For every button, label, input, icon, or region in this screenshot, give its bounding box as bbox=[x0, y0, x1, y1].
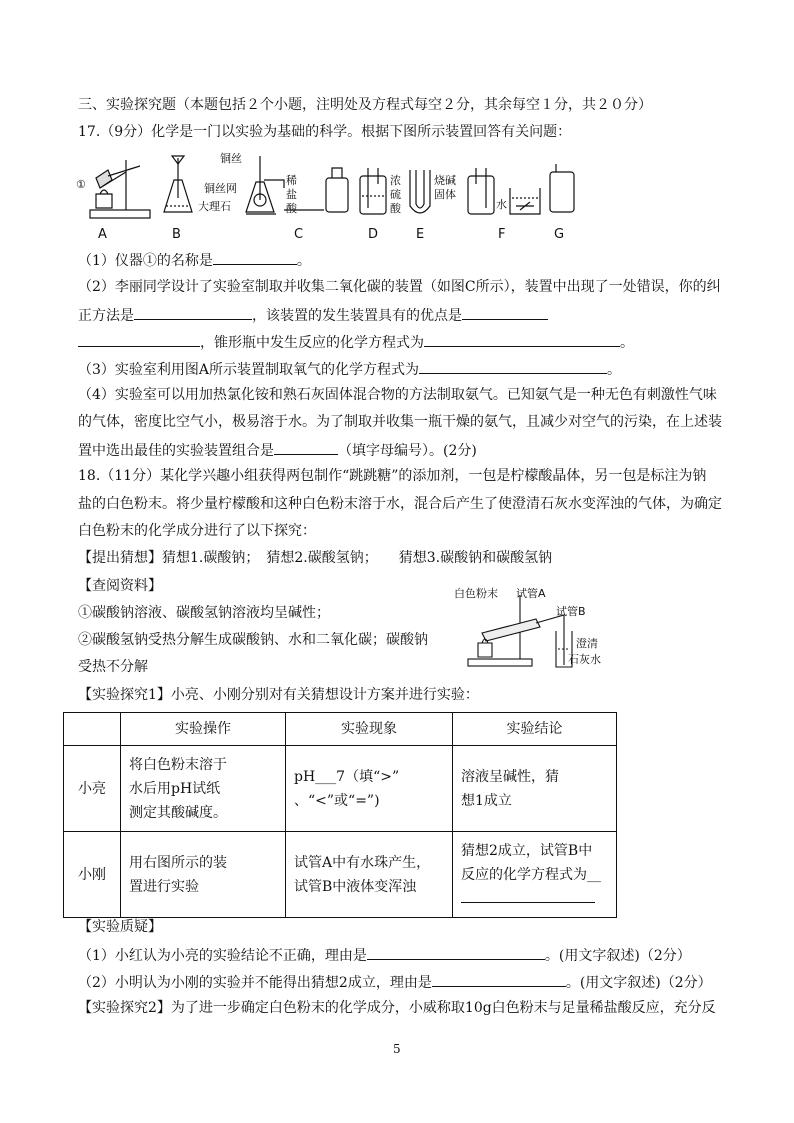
table-header-conclusion: 实验结论 bbox=[453, 713, 617, 746]
letter-g: G bbox=[554, 227, 565, 242]
q17-p2b-text2: ，该装置的发生装置具有的优点是 bbox=[252, 308, 462, 324]
label-soda-lime-2: 固体 bbox=[434, 188, 456, 201]
apparatus-g bbox=[550, 164, 574, 212]
section-title: 三、实验探究题（本题包括２个小题，注明处及方程式每空２分，其余每空１分，共２０分） bbox=[78, 97, 652, 113]
q17-blank-3[interactable] bbox=[462, 304, 548, 320]
q18-info-1: ①碳酸钠溶液、碳酸氢钠溶液均呈碱性； bbox=[78, 605, 330, 621]
q17-p2c-end: 。 bbox=[620, 335, 634, 351]
q17-p3-end: 。 bbox=[607, 362, 622, 378]
q17-p4c-text2: （填字母编号）。(2分) bbox=[338, 443, 477, 459]
q18-heating-figure bbox=[452, 585, 612, 673]
letter-e: E bbox=[416, 227, 425, 242]
label-soda-lime-1: 烧碱 bbox=[434, 174, 456, 187]
row-observation[interactable] bbox=[286, 746, 453, 832]
table-row bbox=[64, 832, 617, 918]
q18-guess: 【提出猜想】猜想1.碳酸钠； 猜想2.碳酸氢钠； 猜想3.碳酸钠和碳酸氢钠 bbox=[78, 550, 553, 566]
q17-blank-2[interactable] bbox=[134, 304, 252, 320]
op-line: 测定其酸碱度。 bbox=[129, 804, 227, 821]
equation-blank[interactable] bbox=[461, 887, 608, 911]
label-hcl-1: 稀 bbox=[286, 174, 297, 187]
q17-p2a: （2）李丽同学设计了实验室制取并收集二氧化碳的装置（如图C所示），装置中出现了一处错误，你的纠 bbox=[78, 279, 721, 295]
q18-explore1: 【实验探究1】小亮、小刚分别对有关猜想设计方案并进行实验： bbox=[78, 687, 479, 703]
q18-blank-d1[interactable] bbox=[367, 944, 545, 960]
apparatus-c bbox=[246, 156, 324, 214]
table-header-blank bbox=[64, 713, 121, 746]
concl-line: 溶液呈碱性，猜 bbox=[461, 768, 559, 785]
page-number: 5 bbox=[393, 1042, 401, 1056]
q17-p3-text: （3）实验室利用图A所示装置制取氧气的化学方程式为 bbox=[78, 362, 420, 378]
label-lime-1: 澄清 bbox=[576, 637, 598, 650]
row-conclusion bbox=[453, 746, 617, 832]
q17-blank-1[interactable] bbox=[213, 249, 297, 265]
label-copper-mesh: 铜丝网 bbox=[204, 182, 237, 195]
concl-line: 反应的化学方程式为__ bbox=[461, 866, 601, 883]
op-line: 置进行实验 bbox=[129, 878, 199, 895]
q17-p2c bbox=[78, 331, 634, 353]
apparatus-e bbox=[410, 170, 430, 213]
q17-p4a: （4）实验室可以用加热氯化铵和熟石灰固体混合物的方法制取氨气。已知氨气是一种无色有刺激性气味 bbox=[78, 387, 717, 403]
letter-d: D bbox=[368, 227, 379, 242]
q17-blank-6[interactable] bbox=[419, 358, 607, 374]
obs-line: 试管A中有水珠产生， bbox=[294, 854, 431, 871]
table-header-row bbox=[64, 713, 617, 746]
table-row bbox=[64, 746, 617, 832]
label-tube-a: 试管A bbox=[516, 587, 546, 600]
letter-a: A bbox=[98, 227, 107, 242]
q18-blank-d2[interactable] bbox=[432, 971, 566, 987]
table-header-observation: 实验现象 bbox=[286, 713, 453, 746]
letter-f: F bbox=[498, 227, 506, 242]
op-line: 用右图所示的装 bbox=[129, 854, 227, 871]
q17-p1-text: （1）仪器①的名称是 bbox=[78, 253, 213, 269]
obs-line: 、“<”或“=”) bbox=[294, 792, 380, 809]
q18-doubt-2 bbox=[78, 971, 712, 993]
q18-line3: 白色粉末的化学成分进行了以下探究： bbox=[78, 523, 316, 539]
q17-blank-5[interactable] bbox=[424, 331, 620, 347]
q18-explore2: 【实验探究2】为了进一步确定白色粉末的化学成分，小威称取10g白色粉末与足量稀盐酸反应，充分反 bbox=[78, 1000, 716, 1016]
apparatus-d bbox=[360, 168, 386, 214]
q18-doubt-title: 【实验质疑】 bbox=[78, 919, 162, 935]
q17-p4b: 的气体，密度比空气小，极易溶于水。为了制取并收集一瓶干燥的氨气，且减少对空气的污染，在上述装 bbox=[78, 414, 722, 430]
label-copper-wire: 铜丝 bbox=[220, 152, 242, 165]
q18-info-2: ②碳酸氢钠受热分解生成碳酸钠、水和二氧化碳；碳酸钠 bbox=[78, 632, 428, 648]
letter-c: C bbox=[294, 227, 304, 242]
label-marble: 大理石 bbox=[198, 200, 231, 213]
q18-info-3: 受热不分解 bbox=[78, 659, 148, 675]
q17-p4c-text1: 置中选出最佳的实验装置组合是 bbox=[78, 443, 274, 459]
q18-line1: 18.（11分）某化学兴趣小组获得两包制作“跳跳糖”的添加剂，一包是柠檬酸晶体，另一包是标注为钠 bbox=[78, 468, 707, 484]
label-circle1: ① bbox=[76, 178, 86, 191]
q17-apparatus-figure bbox=[70, 150, 590, 244]
q18-d2-text: （2）小明认为小刚的实验并不能得出猜想2成立，理由是 bbox=[78, 975, 432, 991]
concl-line: 猜想2成立，试管B中 bbox=[461, 842, 593, 859]
label-hcl-2: 盐 bbox=[286, 188, 297, 201]
q17-intro: 17.（9分）化学是一门以实验为基础的科学。根据下图所示装置回答有关问题： bbox=[78, 124, 572, 140]
label-h2so4-3: 酸 bbox=[390, 202, 401, 215]
concl-line: 想1成立 bbox=[461, 792, 512, 809]
q18-d2-end: 。(用文字叙述)（2分） bbox=[565, 975, 712, 991]
q17-p2c-text: ，锥形瓶中发生反应的化学方程式为 bbox=[200, 335, 424, 351]
obs-line: 试管B中液体变浑浊 bbox=[294, 878, 417, 895]
label-h2so4-2: 硫 bbox=[390, 188, 401, 201]
experiment-table bbox=[63, 712, 617, 918]
label-h2so4-1: 浓 bbox=[390, 174, 401, 187]
q17-blank-7[interactable] bbox=[274, 439, 338, 455]
q17-p2b bbox=[78, 304, 548, 326]
q17-p1-end: 。 bbox=[296, 253, 311, 269]
label-tube-b: 试管B bbox=[556, 605, 586, 618]
q18-doubt-1 bbox=[78, 944, 691, 966]
row-operation bbox=[121, 832, 286, 918]
label-lime-2: 石灰水 bbox=[568, 653, 601, 666]
q17-p2b-text1: 正方法是 bbox=[78, 308, 134, 324]
q17-p4c bbox=[78, 439, 477, 461]
row-observation bbox=[286, 832, 453, 918]
apparatus-a bbox=[90, 160, 150, 218]
q17-blank-4[interactable] bbox=[78, 331, 200, 347]
obs-line: pH___7（填“>” bbox=[294, 768, 400, 785]
q18-d1-end: 。(用文字叙述)（2分） bbox=[544, 948, 691, 964]
label-water: 水 bbox=[496, 198, 507, 211]
row-conclusion[interactable] bbox=[453, 832, 617, 918]
q18-d1-text: （1）小红认为小亮的实验结论不正确，理由是 bbox=[78, 948, 367, 964]
op-line: 将白色粉末溶于 bbox=[129, 756, 227, 773]
q18-line2: 盐的白色粉末。将少量柠檬酸和这种白色粉末溶于水，混合后产生了使澄清石灰水变浑浊的气体，为确定 bbox=[78, 496, 722, 512]
table-header-operation: 实验操作 bbox=[121, 713, 286, 746]
letter-b: B bbox=[172, 227, 181, 242]
q17-p1 bbox=[78, 249, 311, 271]
row-name: 小刚 bbox=[64, 832, 121, 918]
label-white-powder: 白色粉末 bbox=[454, 587, 498, 600]
op-line: 水后用pH试纸 bbox=[129, 780, 221, 797]
label-hcl-3: 酸 bbox=[286, 202, 297, 215]
row-operation bbox=[121, 746, 286, 832]
q17-p3 bbox=[78, 358, 621, 380]
q18-info-title: 【查阅资料】 bbox=[78, 578, 162, 594]
row-name: 小亮 bbox=[64, 746, 121, 832]
apparatus-b bbox=[164, 156, 192, 212]
